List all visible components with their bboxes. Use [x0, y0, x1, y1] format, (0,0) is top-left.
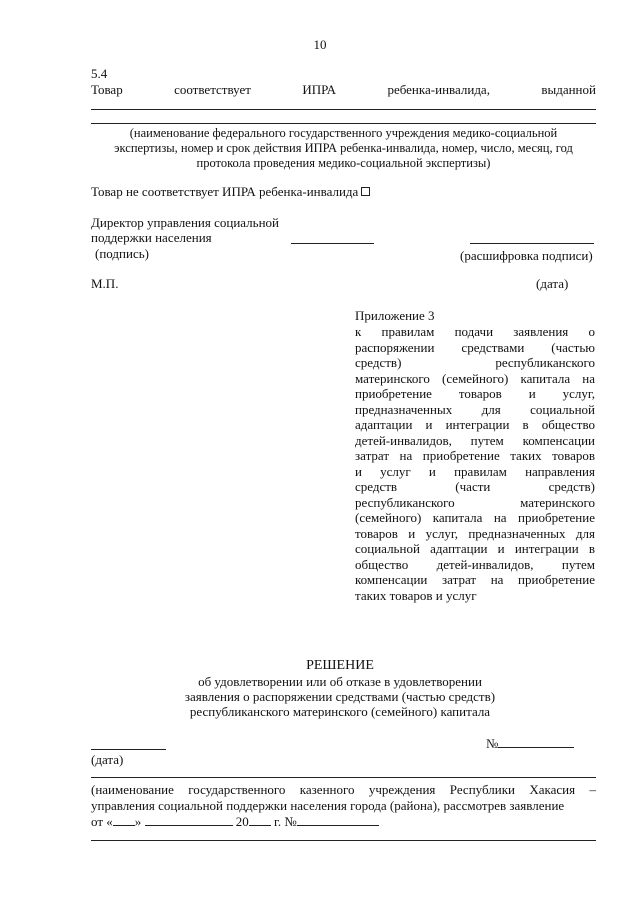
agency-fill-line: [91, 777, 596, 778]
fill-line-2: [91, 123, 596, 124]
fill-line-1: [91, 109, 596, 110]
checkbox[interactable]: [361, 187, 370, 196]
day-field[interactable]: [113, 814, 135, 826]
institution-caption-line: (наименование федерального государственного учреждения медико-социальной: [129, 126, 558, 140]
decision-number: [486, 736, 574, 751]
decision-heading: РЕШЕНИЕ: [306, 658, 374, 673]
complies-line: [91, 82, 596, 97]
agency-word: учреждения: [368, 782, 436, 797]
appendix-line: компенсации затрат на приобретение: [355, 572, 595, 587]
appendix-line: распоряжении средствами (частью: [355, 339, 595, 355]
appendix-line: товаров и услуг, предназначенных для: [355, 525, 595, 541]
signature-line: [291, 243, 374, 244]
appendix-line: детей-инвалидов, путем компенсации: [355, 432, 595, 448]
date-label-2: (дата): [91, 752, 124, 767]
application-date-row: [91, 814, 379, 829]
page-number: 10: [313, 37, 327, 52]
quote-close: »: [134, 814, 142, 829]
decision-subtitle-line: заявления о распоряжении средствами (частью средств): [184, 689, 496, 704]
appendix-line: предназначенных для социальной: [355, 401, 595, 417]
appendix-line: приобретение товаров и услуг,: [355, 386, 595, 401]
appendix-line: затрат на приобретение таких товаров: [355, 448, 595, 463]
appendix-line: таких товаров и услуг: [355, 587, 477, 603]
complies-word-5: выданной: [541, 82, 596, 97]
director-title-line: Директор управления социальной: [91, 215, 279, 230]
not-complies-row: [91, 184, 370, 199]
institution-caption: [91, 126, 596, 171]
agency-word: (наименование: [91, 782, 174, 797]
appendix-line: адаптации и интеграции в общество: [355, 417, 595, 432]
appendix-line: средств) республиканского: [355, 355, 595, 370]
decision-subtitle: [0, 674, 640, 719]
complies-word-4: ребенка-инвалида,: [387, 82, 490, 97]
agency-word: государственного: [188, 782, 286, 797]
complies-word-1: Товар: [91, 82, 123, 97]
agency-word: –: [589, 782, 596, 797]
agency-word: казенного: [299, 782, 355, 797]
bottom-fill-line: [91, 840, 596, 841]
appendix-line: к правилам подачи заявления о: [355, 324, 595, 339]
from-prefix: от «: [91, 814, 113, 829]
appendix-line: социальной адаптации и интеграции в: [355, 541, 595, 556]
agency-caption-line1: [91, 782, 596, 797]
decision-subtitle-line: республиканского материнского (семейного) капитала: [189, 704, 491, 719]
year-prefix: 20: [235, 814, 249, 829]
institution-caption-line: протокола проведения медико-социальной экспертизы): [196, 156, 491, 170]
number-sign: №: [486, 736, 499, 751]
year-field[interactable]: [249, 814, 271, 826]
complies-word-3: ИПРА: [302, 82, 337, 97]
agency-caption-line2: управления социальной поддержки населения города (района), рассмотрев заявление: [91, 798, 565, 813]
not-complies-text: Товар не соответствует ИПРА ребенка-инвалида: [91, 184, 359, 199]
decision-number-field[interactable]: [498, 736, 574, 748]
director-title-line: поддержки населения: [91, 230, 212, 245]
signature-decoding-label: (расшифровка подписи): [460, 248, 593, 263]
stamp-label: М.П.: [91, 276, 119, 291]
complies-word-2: соответствует: [174, 82, 251, 97]
appendix-line: материнского (семейного) капитала на: [355, 370, 595, 386]
decision-subtitle-line: об удовлетворении или об отказе в удовлетворении: [198, 674, 482, 689]
appendix-line: республиканского материнского: [355, 494, 595, 510]
date-fill-line: [91, 749, 166, 750]
appendix-text: [355, 324, 595, 603]
institution-caption-line: экспертизы, номер и срок действия ИПРА ребенка-инвалида, номер, число, месяц, год: [114, 141, 573, 155]
appendix-line: средств (части средств): [355, 479, 595, 494]
signature-label: (подпись): [95, 246, 149, 261]
appendix-line: и услуг и правилам направления: [355, 463, 595, 479]
agency-word: Республики: [449, 782, 515, 797]
section-number: 5.4: [91, 66, 108, 81]
agency-word: Хакасия: [529, 782, 576, 797]
signature-decoding-line: [470, 243, 594, 244]
appendix-title: Приложение 3: [355, 308, 435, 323]
appendix-line: (семейного) капитала на приобретение: [355, 510, 595, 525]
application-number-field[interactable]: [297, 814, 379, 826]
year-suffix: г. №: [274, 814, 297, 829]
director-title: [91, 215, 279, 245]
month-field[interactable]: [145, 814, 233, 826]
appendix-line: общество детей-инвалидов, путем: [355, 556, 595, 572]
date-label: (дата): [536, 276, 569, 291]
